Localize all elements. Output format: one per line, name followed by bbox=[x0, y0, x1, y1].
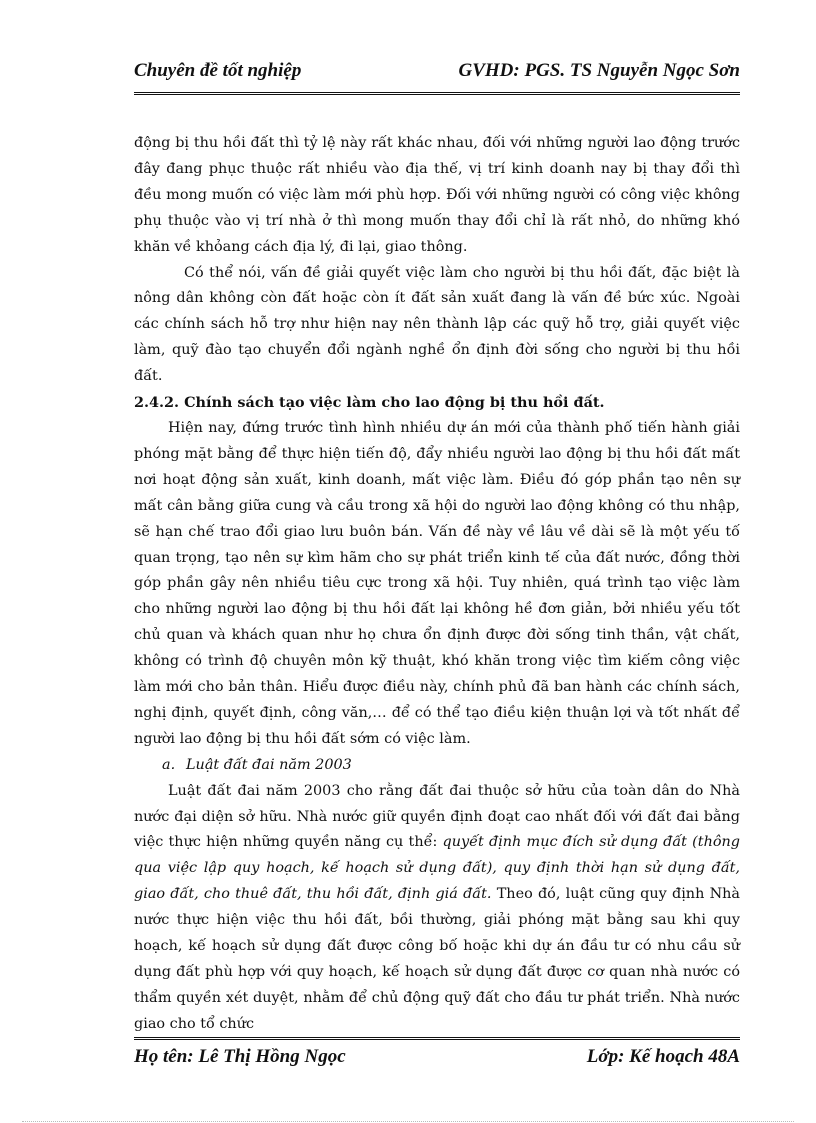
subsection-heading bbox=[134, 753, 740, 779]
header-divider bbox=[134, 92, 740, 95]
header-thesis-title: Chuyên đề tốt nghiệp bbox=[134, 60, 302, 81]
page-body bbox=[134, 131, 740, 1038]
paragraph-job-solutions: Có thể nói, vấn đề giải quyết việc làm cho người bị thu hồi đất, đặc biệt là nông dân không còn đất hoặc còn ít đất sản xuất đang là vấn đề bức xúc. Ngoài các chính sách hỗ trợ như hiện nay nên thành lập các quỹ hỗ trợ, giải quyết việc làm, quỹ đào tạo chuyển đổi ngành nghề ổn định đời sống cho người bị thu hồi đất. bbox=[134, 264, 740, 385]
paragraph-continuation: động bị thu hồi đất thì tỷ lệ này rất khác nhau, đối với những người lao động trước đây đang phục thuộc rất nhiều vào địa thế, vị trí kinh doanh nay bị thay đổi thì đều mong muốn có việc làm mới phù hợp. Đối với những người có công việc không phụ thuộc vào vị trí nhà ở thì mong muốn thay đổi chỉ là rất nhỏ, do những khó khăn về khỏang cách địa lý, đi lại, giao thông. bbox=[134, 135, 740, 255]
footer-author: Họ tên: Lê Thị Hồng Ngọc bbox=[134, 1046, 346, 1067]
section-heading: 2.4.2. Chính sách tạo việc làm cho lao động bị thu hồi đất. bbox=[134, 394, 605, 412]
page-bottom-edge bbox=[22, 1121, 794, 1122]
page-footer bbox=[134, 1046, 740, 1074]
footer-class: Lớp: Kế hoạch 48A bbox=[586, 1046, 740, 1067]
subsection-letter: a. bbox=[162, 756, 176, 773]
page-header bbox=[134, 60, 740, 90]
land-law-text-end: Theo đó, luật cũng quy định Nhà nước thực hiện việc thu hồi đất, bồi thường, giải phóng mặt bằng sau khi quy hoạch, kế hoạch sử dụng đất được công bố hoặc khi dự án đầu tư có nhu cầu sử dụng đất phù hợp với quy hoạch, kế hoạch sử dụng đất được cơ quan nhà nước có thẩm quyền xét duyệt, nhằm để chủ động quỹ đất cho đầu tư phát triển. Nhà nước giao cho tổ chức bbox=[134, 886, 741, 1032]
land-law-emphasis: quyết định mục đích sử dụng đất (thông qua việc lập quy hoạch, kế hoạch sử dụng đất), quy định thời hạn sử dụng đất, giao đất, cho thuê đất, thu hồi đất, định giá đất. bbox=[134, 834, 740, 903]
header-supervisor: GVHD: PGS. TS Nguyễn Ngọc Sơn bbox=[458, 60, 740, 81]
land-law-text-start: Luật đất đai năm 2003 cho rằng đất đai thuộc sở hữu của toàn dân do Nhà nước đại diện sở hữu. Nhà nước giữ quyền định đoạt cao nhất đối với đất đai bằng việc thực hiện những quyền năng cụ thể: bbox=[134, 782, 740, 851]
footer-divider bbox=[134, 1037, 740, 1040]
subsection-title: Luật đất đai năm 2003 bbox=[186, 756, 352, 773]
paragraph-land-law bbox=[134, 779, 740, 1038]
paragraph-current-situation: Hiện nay, đứng trước tình hình nhiều dự án mới của thành phố tiến hành giải phóng mặt bằng để thực hiện tiến độ, đẩy nhiều người lao động bị thu hồi đất mất nơi hoạt động sản xuất, kinh doanh, mất việc làm. Điều đó góp phần tạo nên sự mất cân bằng giữa cung và cầu trong xã hội do người lao động không có thu nhập, sẽ hạn chế trao đổi giao lưu buôn bán. Vấn đề này về lâu về dài sẽ là một yếu tố quan trọng, tạo nên sự kìm hãm cho sự phát triển kinh tế của đất nước, đồng thời góp phần gây nên nhiều tiêu cực trong xã hội. Tuy nhiên, quá trình tạo việc làm cho những người lao động bị thu hồi đất lại không hề đơn giản, bởi nhiều yếu tốt chủ quan và khách quan như họ chưa ổn định được đời sống tinh thần, vật chất, không có trình độ chuyên môn kỹ thuật, khó khăn trong việc tìm kiếm công việc làm mới cho bản thân. Hiểu được điều này, chính phủ đã ban hành các chính sách, nghị định, quyết định, công văn,… để có thể tạo điều kiện thuận lợi và tốt nhất để người lao động bị thu hồi đất sớm có việc làm. bbox=[134, 419, 740, 747]
